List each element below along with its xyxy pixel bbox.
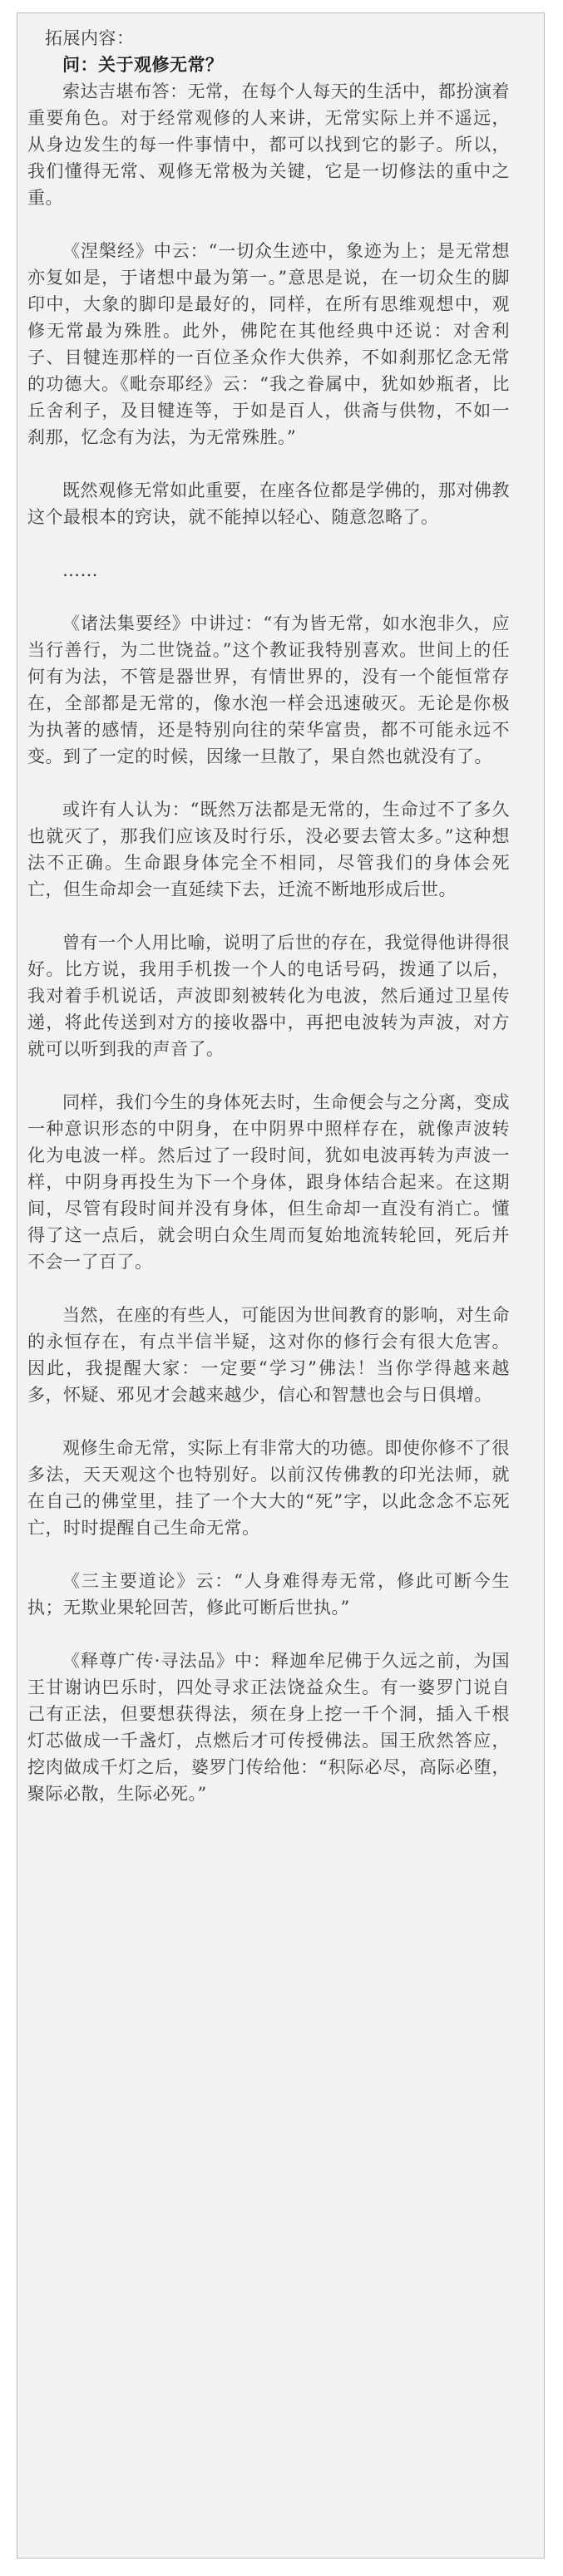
paragraph: 观修生命无常，实际上有非常大的功德。即使你修不了很多法，天天观这个也特别好。以前汉传佛教的印光法师，就在自己的佛堂里，挂了一个大大的“死”字，以此念念不忘死亡，时时提醒自己生命无常。 [27, 1438, 510, 1538]
paragraph-gap [27, 1541, 510, 1568]
paragraph: 《涅槃经》中云：“一切众生迹中，象迹为上；是无常想亦复如是，于诸想中最为第一。”意思是说，在一切众生的脚印中，大象的脚印是最好的，同样，在所有思维观想中，观修无常最为殊胜。此外，佛陀在其他经典中还说：对舍利子、目犍连那样的一百位圣众作大供养，不如刹那忆念无常的功德大。《毗奈耶经》云：“我之眷属中，犹如妙瓶者，比丘舍利子，及目犍连等，于如是百人，供斋与供物，不如一刹那，忆念有为法，为无常殊胜。” [27, 241, 510, 447]
ellipsis: …… [62, 560, 98, 580]
question-title: 问：关于观修无常？ [62, 54, 224, 75]
paragraph: 同样，我们今生的身体死去时，生命便会与之分离，变成一种意识形态的中阴身，在中阴界中照样存在，就像声波转化为电波一样。然后过了一段时间，犹如电波再转为声波一样，中阴身再投生为下一个身体，跟身体结合起来。在这期间，尽管有段时间并没有身体，但生命却一直没有消亡。懂得了这一点后，就会明白众生周而复始地流转轮回，死后并不会一了百了。 [27, 1092, 510, 1272]
paragraph: 当然，在座的有些人，可能因为世间教育的影响，对生命的永恒存在，有点半信半疑，这对你的修行会有很大危害。因此，我提醒大家：一定要“学习”佛法！当你学得越来越多，怀疑、邪见才会越来越少，信心和智慧也会与日俱增。 [27, 1305, 510, 1405]
paragraph-gap [27, 1275, 510, 1302]
paragraph-gap [27, 584, 510, 610]
paragraph: 索达吉堪布答：无常，在每个人每天的生活中，都扮演着重要角色。对于经常观修的人来讲，无常实际上并不遥远，从身边发生的每一件事情中，都可以找到它的影子。所以，我们懂得无常、观修无常极为关键，它是一切修法的重中之重。 [27, 81, 510, 208]
paragraph-gap [27, 530, 510, 557]
paragraph: 《释尊广传·寻法品》中：释迦牟尼佛于久远之前，为国王甘谢讷巴乐时，四处寻求正法饶益众生。有一婆罗门说自己有正法，但要想获得法，须在身上挖一千个洞，插入千根灯芯做成一千盏灯，点燃后才可传授佛法。国王欣然答应，挖肉做成千灯之后，婆罗门传给他：“积际必尽，高际必堕，聚际必散，生际必死。” [27, 1651, 510, 1804]
paragraph: 或许有人认为：“既然万法都是无常的，生命过不了多久也就灭了，那我们应该及时行乐，没必要去管太多。”这种想法不正确。生命跟身体完全不相同，尽管我们的身体会死亡，但生命却会一直延续下去，迁流不断地形成后世。 [27, 800, 510, 899]
paragraph: 既然观修无常如此重要，在座各位都是学佛的，那对佛教这个最根本的窍诀，就不能掉以轻心、随意忽略了。 [27, 480, 510, 527]
paragraph-gap [27, 451, 510, 477]
article [27, 25, 510, 1807]
paragraph: 《三主要道论》云：“人身难得寿无常，修此可断今生执；无欺业果轮回苦，修此可断后世执。” [27, 1571, 510, 1618]
paragraph: 曾有一个人用比喻，说明了后世的存在，我觉得他讲得很好。比方说，我用手机拨一个人的电话号码，拨通了以后，我对着手机说话，声波即刻被转化为电波，然后通过卫星传递，将此传送到对方的接收器中，再把电波转为声波，对方就可以听到我的声音了。 [27, 933, 510, 1059]
paragraph-gap [27, 903, 510, 929]
paragraph-gap [27, 1408, 510, 1435]
paragraph-gap [27, 1062, 510, 1089]
extension-heading: 拓展内容： [45, 28, 135, 48]
paragraph: 《诸法集要经》中讲过：“有为皆无常，如水泡非久，应当行善行，为二世饶益。”这个教证我特别喜欢。世间上的任何有为法，不管是器世界，有情世界的，没有一个能恒常存在，全部都是无常的，像水泡一样会迅速破灭。无论是你极为执著的感情，还是特别向往的荣华富贵，都不可能永远不变。到了一定的时候，因缘一旦散了，果自然也就没有了。 [27, 613, 510, 766]
paragraph-gap [27, 770, 510, 796]
paragraph-gap [27, 1621, 510, 1648]
paragraph-gap [27, 211, 510, 238]
